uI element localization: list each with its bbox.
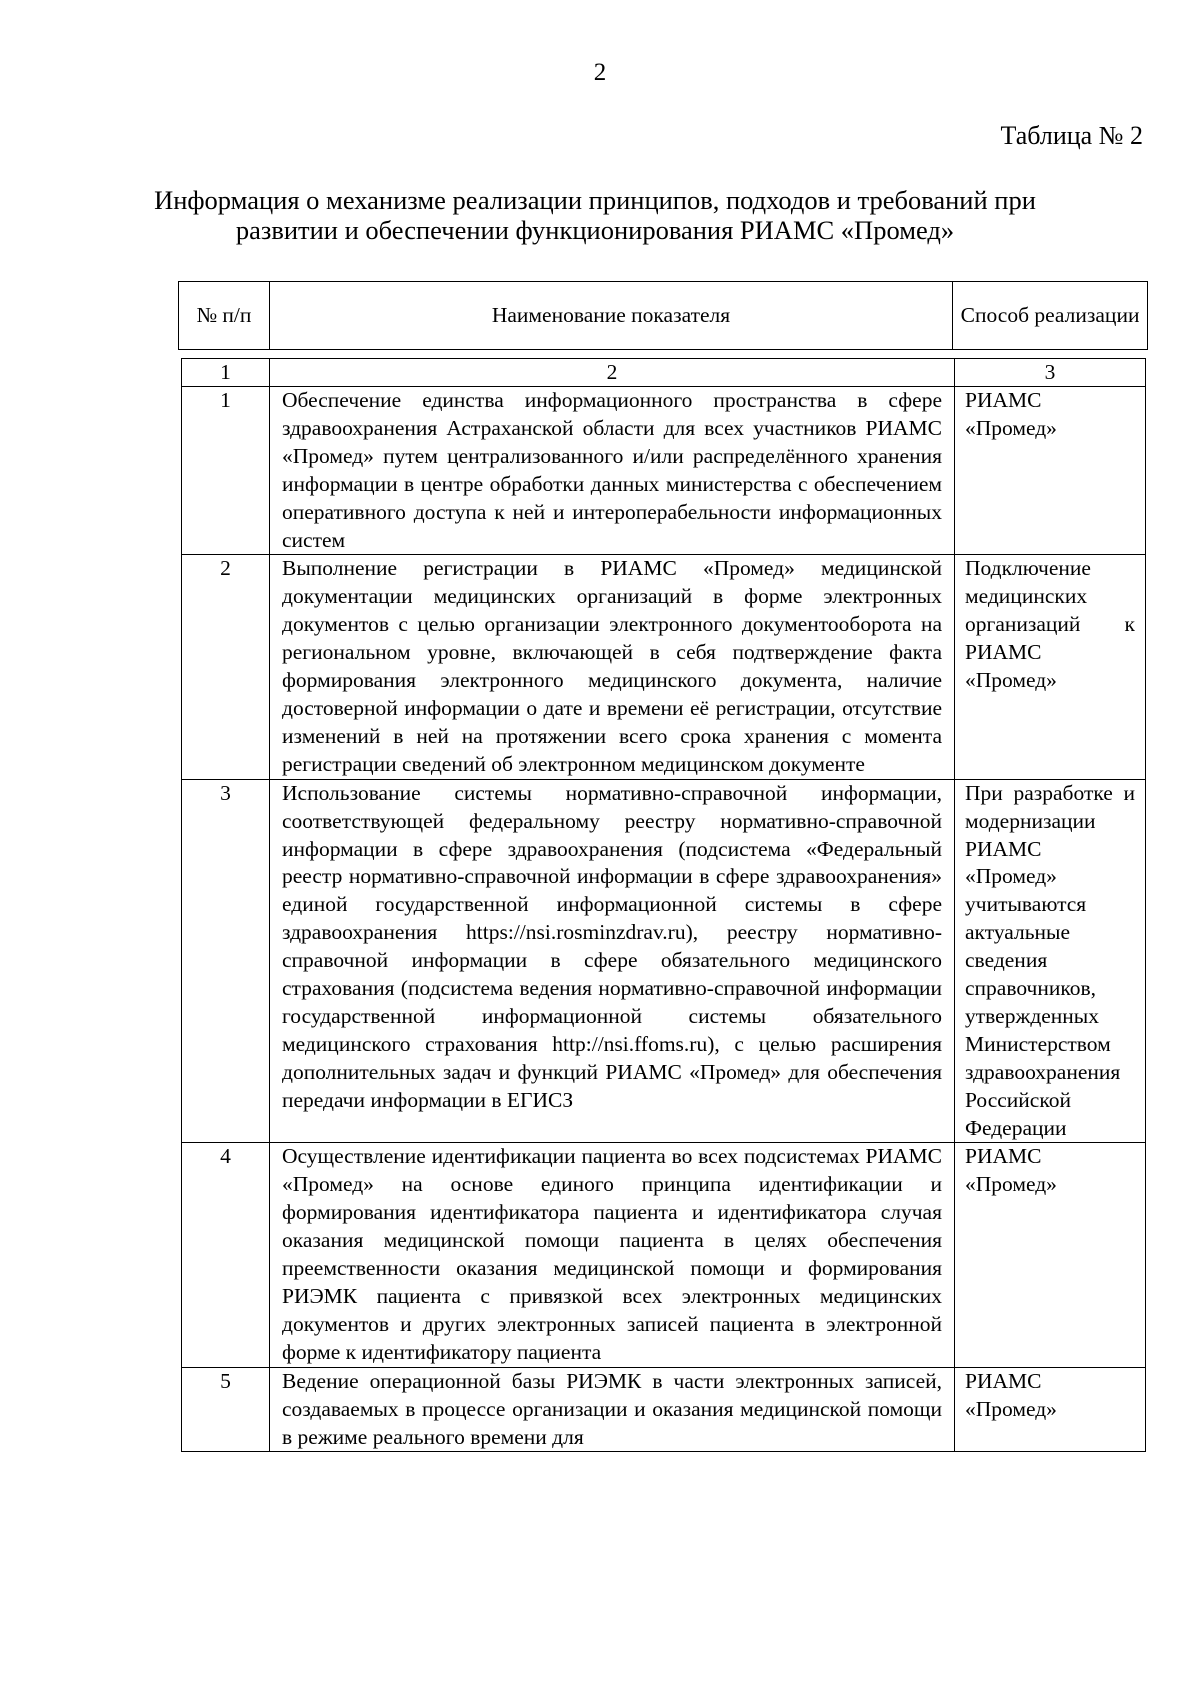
table-header (178, 281, 1148, 350)
table-row (182, 1367, 1146, 1452)
header-cell-num: № п/п (179, 282, 270, 350)
main-table (181, 358, 1146, 1452)
column-number-cell: 1 (182, 359, 270, 387)
table-row (182, 387, 1146, 555)
column-number-cell: 2 (270, 359, 955, 387)
row-indicator-name: Обеспечение единства информационного пространства в сфере здравоохранения Астраханской области для всех участников РИАМС «Промед» путем централизованного и/или распределённого хранения информации в центре обработки данных министерства с обеспечением оперативного доступа к ней и интероперабельности информационных систем (270, 387, 955, 555)
column-number-row (182, 359, 1146, 387)
table-row (182, 555, 1146, 779)
row-implementation-method: РИАМС «Промед» (955, 1143, 1146, 1367)
row-number: 2 (182, 555, 270, 779)
header-cell-method: Способ реализации (953, 282, 1148, 350)
row-number: 4 (182, 1143, 270, 1367)
row-indicator-name: Выполнение регистрации в РИАМС «Промед» медицинской документации медицинских организаций в форме электронных документов с целью организации электронного документооборота на региональном уровне, включающей в себя подтверждение факта формирования электронного медицинского документа, наличие достоверной информации о дате и времени её регистрации, отсутствие изменений в ней на протяжении всего срока хранения с момента регистрации сведений об электронном медицинском документе (270, 555, 955, 779)
row-indicator-name: Осуществление идентификации пациента во всех подсистемах РИАМС «Промед» на основе единого принципа идентификации и формирования идентификатора пациента и идентификатора случая оказания медицинской помощи пациента в целях обеспечения преемственности оказания медицинской помощи и формирования РИЭМК пациента с привязкой всех электронных медицинских документов и других электронных записей пациента в электронной форме к идентификатору пациента (270, 1143, 955, 1367)
header-row (179, 282, 1148, 350)
row-number: 5 (182, 1367, 270, 1452)
row-implementation-method: При разработке и модернизации РИАМС «Промед» учитываются актуальные сведения справочников, утвержденных Министерством здравоохранения Российской Федерации (955, 779, 1146, 1143)
table-row (182, 1143, 1146, 1367)
header-cell-name: Наименование показателя (269, 282, 952, 350)
row-implementation-method: РИАМС «Промед» (955, 1367, 1146, 1452)
row-implementation-method: Подключение медицинских организаций к РИАМС «Промед» (955, 555, 1146, 779)
row-number: 1 (182, 387, 270, 555)
column-number-cell: 3 (955, 359, 1146, 387)
row-implementation-method: РИАМС «Промед» (955, 387, 1146, 555)
row-number: 3 (182, 779, 270, 1143)
table-row (182, 779, 1146, 1143)
table-label: Таблица № 2 (1000, 121, 1143, 150)
document-title: Информация о механизме реализации принципов, подходов и требований при развитии и обеспечении функционирования РИАМС «Промед» (154, 185, 1036, 245)
page-number: 2 (593, 59, 607, 86)
row-indicator-name: Ведение операционной базы РИЭМК в части электронных записей, создаваемых в процессе организации и оказания медицинской помощи в режиме реального времени для (270, 1367, 955, 1452)
row-indicator-name: Использование системы нормативно-справочной информации, соответствующей федеральному реестру нормативно-справочной информации в сфере здравоохранения (подсистема «Федеральный реестр нормативно-справочной информации в сфере здравоохранения» единой государственной информационной системы в сфере здравоохранения https://nsi.rosminzdrav.ru), реестру нормативно-справочной информации в сфере обязательного медицинского страхования (подсистема ведения нормативно-справочной информации государственной информационной системы обязательного медицинского страхования http://nsi.ffoms.ru), с целью расширения дополнительных задач и функций РИАМС «Промед» для обеспечения передачи информации в ЕГИСЗ (270, 779, 955, 1143)
